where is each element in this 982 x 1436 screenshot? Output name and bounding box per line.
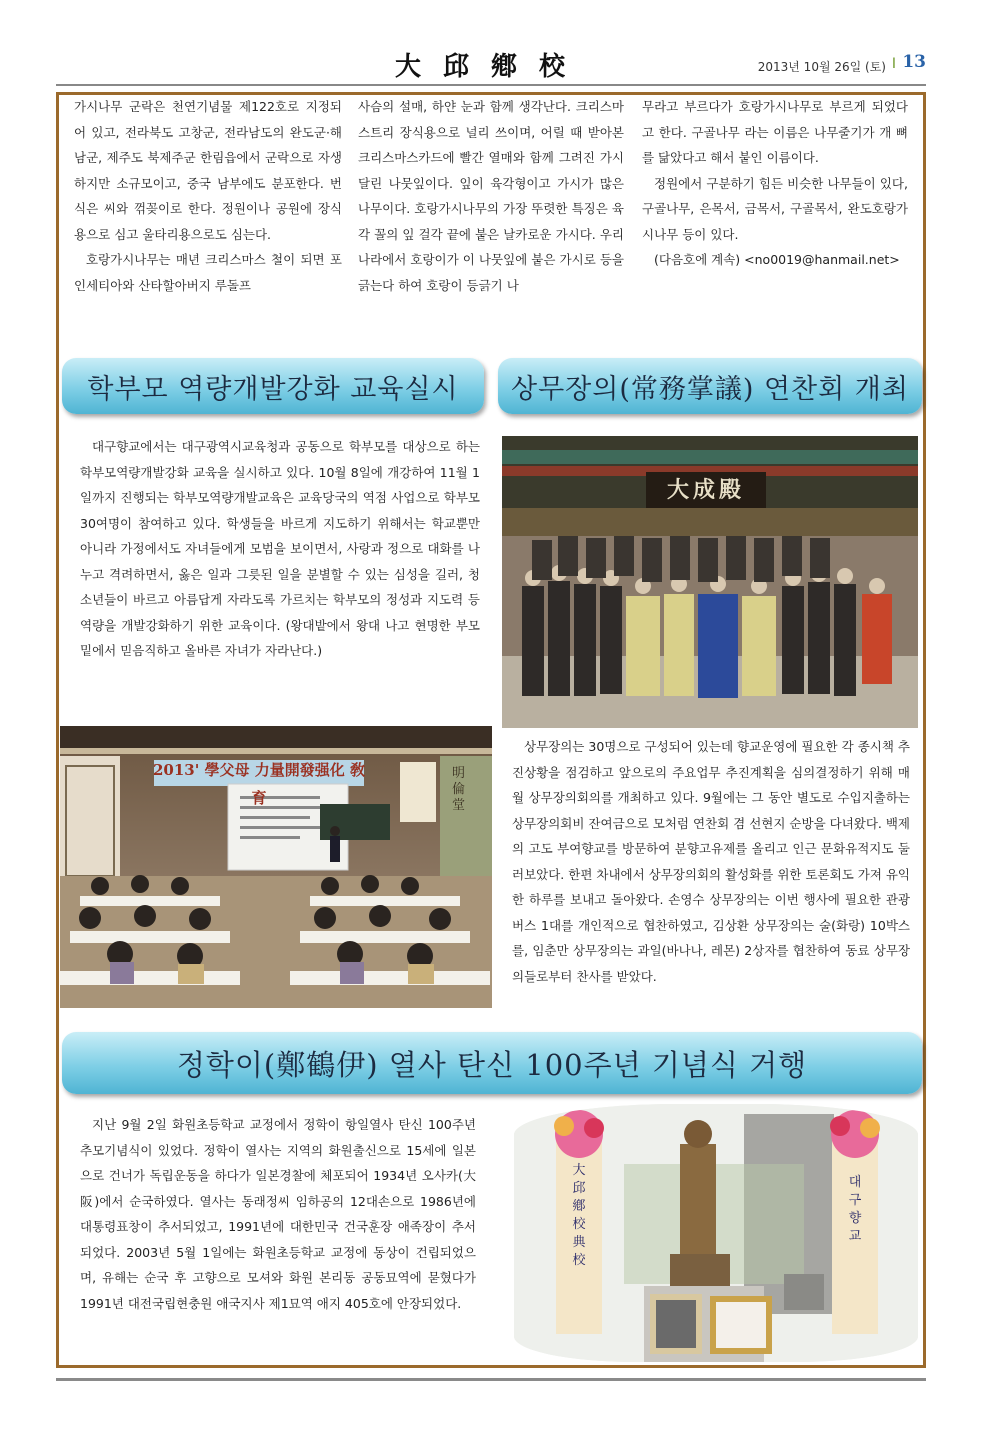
classroom-banner-text: 2013' 學父母 力量開發强化 敎育 <box>152 761 365 807</box>
date-separator: I <box>891 56 896 72</box>
top-article-column-1 <box>74 94 342 298</box>
paragraph: 호랑가시나무는 매년 크리스마스 철이 되면 포인세티아와 산타할아버지 루돌프 <box>74 252 342 293</box>
memorial-article-body <box>80 1112 476 1316</box>
masthead <box>56 40 926 90</box>
headline-parents-education: 학부모 역량개발강화 교육실시 <box>62 358 484 414</box>
statue-photo <box>514 1104 918 1362</box>
top-article-column-2 <box>358 94 624 298</box>
classroom-photo <box>60 726 492 1008</box>
committee-article-body <box>512 734 910 989</box>
wreath-ribbon-right: 대구향교 <box>848 1175 862 1244</box>
page-number: 13 <box>902 52 926 72</box>
parents-article-body <box>80 434 480 664</box>
top-article-column-3 <box>642 94 908 273</box>
paragraph: 대구향교에서는 대구광역시교육청과 공동으로 학부모를 대상으로 하는 학부모역량개발강화 교육을 실시하고 있다. 10월 8일에 개강하여 11월 1일까지 진행되는 학부모역량개발교육은 교육당국의 역점 사업으로 학부모 30여명이 참여하고 있다. 학생들을 바르게 지도하기 위해서는 학교뿐만 아니라 가정에서도 자녀들에게 모범을 보이면서, 사랑과 정으로 대화를 나누고 격려하면서, 옳은 일과 그릇된 일을 분별할 수 있는 심성을 길러, 청소년들이 바르고 아름답게 자라도록 가르치는 학부모의 정성과 지도력 등 역량을 개발강화하기 위한 교육이다. (왕대밭에서 왕대 나고 현명한 부모 밑에서 믿음직하고 올바른 자녀가 자라난다.) <box>80 439 480 658</box>
classroom-signboard: 明倫堂 <box>452 766 466 813</box>
paragraph: 지난 9월 2일 화원초등학교 교정에서 정학이 항일열사 탄신 100주년 추모기념식이 있었다. 정학이 열사는 지역의 화원출신으로 15세에 일본으로 건너가 독립운동을 하다가 일본경찰에 체포되어 1934년 오사카(大阪)에서 순국하였다. 열사는 동래정씨 임하공의 12대손으로 1986년에 대통령표창이 추서되었고, 1991년에 대한민국 건국훈장 애족장이 추서되었다. 2003년 5월 1일에는 화원초등학교 교정에 동상이 건립되었으며, 유해는 순국 후 고향으로 모셔와 화원 본리동 공동묘역에 묻혔다가 1991년 대전국립현충원 애국지사 제1묘역 애지 405호에 안장되었다. <box>80 1117 476 1311</box>
headline-committee-meeting: 상무장의(常務掌議) 연찬회 개최 <box>498 358 922 414</box>
newspaper-title: 大邱鄕校 <box>394 52 587 82</box>
paragraph: 무라고 부르다가 호랑가시나무로 부르게 되었다고 한다. 구골나무 라는 이름은 나무줄기가 개 뼈를 닮았다고 해서 붙인 이름이다. <box>642 99 908 165</box>
headline-memorial-ceremony: 정학이(鄭鶴伊) 열사 탄신 100주년 기념식 거행 <box>62 1032 922 1094</box>
paragraph: 정원에서 구분하기 힘든 비슷한 나무들이 있다, 구골나무, 은목서, 금목서, 구골목서, 완도호랑가시나무 등이 있다. <box>642 175 908 242</box>
issue-date: 2013년 10월 26일 (토) <box>757 60 886 74</box>
group-photo-signboard: 大成殿 <box>666 477 745 503</box>
bottom-rule <box>56 1378 926 1381</box>
group-photo <box>502 436 918 728</box>
masthead-rule <box>56 84 926 86</box>
paragraph: 가시나무 군락은 천연기념물 제122호로 지정되어 있고, 전라북도 고창군, 전라남도의 완도군·해남군, 제주도 북제주군 한림읍에서 군락으로 자생하지만 소규모이고, 중국 남부에도 분포한다. 번식은 씨와 꺾꽂이로 한다. 정원이나 공원에 장식용으로 심고 울타리용으로도 심는다. <box>74 99 342 242</box>
wreath-ribbon-left: 大邱鄕校典校 <box>572 1163 586 1268</box>
paragraph: 상무장의는 30명으로 구성되어 있는데 향교운영에 필요한 각 종시책 추진상황을 점검하고 앞으로의 주요업무 추진계획을 심의결정하기 위해 매월 상무장의회의를 개최하고 있다. 9월에는 그 동안 별도로 수입지출하는 상무장의회비 잔여금으로 모처럼 연찬회 겸 선현지 순방을 다녀왔다. 백제의 고도 부여향교를 방문하여 분향고유제를 올리고 인근 문화유적지도 둘러보았다. 한편 차내에서 상무장의회의 활성화를 위한 토론회도 가져 유익한 하루를 보내고 돌아왔다. 손영수 상무장의는 이번 행사에 필요한 관광버스 1대를 개인적으로 협찬하였고, 김상환 상무장의는 술(화랑) 10박스를, 임춘만 상무장의는 과일(바나나, 레몬) 2상자를 협찬하여 동료 상무장의들로부터 찬사를 받았다. <box>512 739 911 984</box>
paragraph: 사슴의 설매, 하얀 눈과 함께 생각난다. 크리스마스트리 장식용으로 널리 쓰이며, 어릴 때 받아본 크리스마스카드에 빨간 열매와 함께 그려진 가시달린 나뭇잎이다. 잎이 육각형이고 가시가 많은 나무이다. 호랑가시나무의 가장 뚜렷한 특징은 육각 꼴의 잎 걸각 끝에 붙은 날카로운 가시다. 우리나라에서 호랑이가 이 나뭇잎에 붙은 가시로 등을 긁는다 하여 호랑이 등긁기 나 <box>358 99 624 293</box>
continued-note: (다음호에 계속) <no0019@hanmail.net> <box>654 252 900 267</box>
